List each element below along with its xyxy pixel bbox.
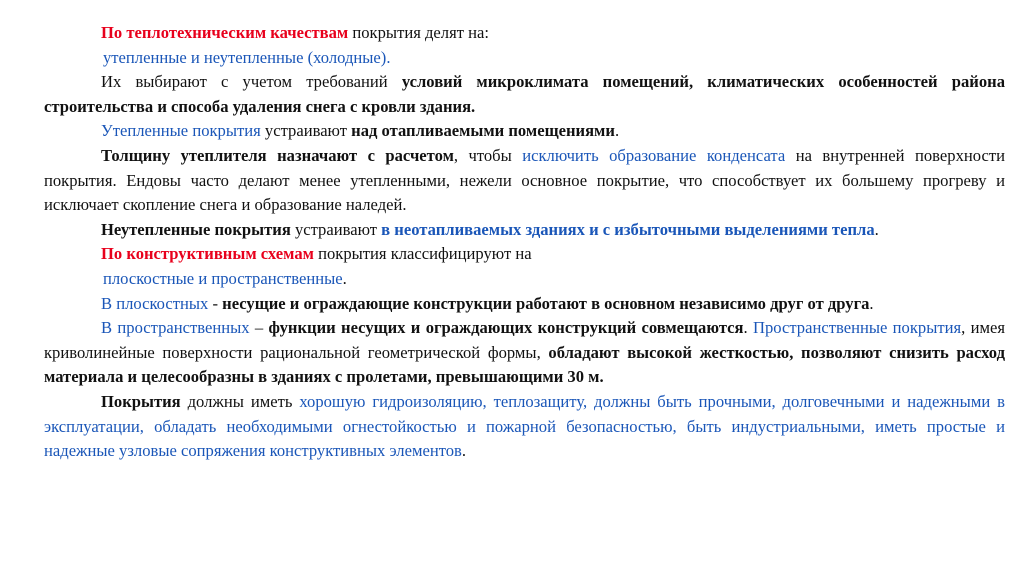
paragraph (44, 46, 1005, 71)
text-run: По теплотехническим качествам (101, 23, 349, 42)
paragraph (44, 119, 1005, 144)
paragraph (44, 267, 1005, 292)
text-run: По конструктивным схемам (101, 244, 314, 264)
paragraph (44, 292, 1005, 317)
text-run: . (874, 219, 879, 239)
text-run: Их выбирают с учетом требований (101, 72, 402, 92)
text-run: покрытия делят на: (348, 23, 489, 42)
text-run: в неотапливаемых зданиях и с избыточными выделениями тепла (381, 219, 875, 239)
text-run: покрытия классифицируют на (313, 244, 532, 264)
text-run: исключить образование конденсата (522, 145, 786, 165)
text-run: утепленные и неутепленные (холодные). (103, 47, 391, 67)
paragraph (44, 390, 1005, 464)
text-run: обладают высокой жесткостью, позволяют снизить расход материала и целесообразны в зданиях с пролетами, превышающими 30 м. (44, 342, 1005, 387)
text-run: – (249, 318, 269, 338)
text-run: Неутепленные покрытия (101, 219, 291, 239)
text-run: В плоскостных (101, 293, 209, 313)
text-run: . (743, 318, 753, 338)
paragraph (44, 70, 1005, 119)
text-run: , чтобы (453, 145, 523, 165)
text-run: . (869, 293, 874, 313)
text-run: В пространственных (101, 318, 250, 338)
text-run: , имея криволинейные поверхности рациональной геометрической формы, (44, 318, 1005, 362)
text-run: плоскостные и пространственные (103, 268, 343, 288)
text-run: хорошую гидроизоляцию, теплозащиту, должны быть прочными, долговечными и надежными в эксплуатации, обладать необходимыми огнестойкостью и пожарной безопасностью, быть индустриальными, иметь простые и надежные узловые сопряжения конструктивных элементов (44, 391, 1005, 461)
text-run: функции несущих и ограждающих конструкций совмещаются (268, 318, 744, 338)
paragraph (44, 218, 1005, 243)
text-run: должны иметь (180, 391, 300, 411)
text-run: . (461, 441, 467, 461)
text-run: условий микроклимата помещений, климатических особенностей района строительства и способа удаления снега с кровли здания. (44, 72, 1005, 116)
text-run: Покрытия (101, 391, 181, 411)
text-run: . (614, 121, 620, 141)
slide-text-body (44, 21, 1005, 464)
text-run: несущие и ограждающие конструкции работают в основном независимо друг от друга (222, 293, 870, 313)
paragraph (44, 242, 1005, 267)
text-run: Пространственные покрытия (753, 318, 962, 338)
text-run: - (208, 293, 223, 313)
text-run: Утепленные покрытия (101, 121, 261, 141)
text-run: над отапливаемыми помещениями (351, 121, 615, 141)
text-run: устраивают (290, 219, 382, 239)
text-run: . (342, 268, 347, 288)
paragraph (44, 21, 1005, 46)
text-run: Толщину утеплителя назначают с расчетом (101, 145, 454, 165)
text-run: устраивают (260, 121, 352, 141)
text-run: на внутренней поверхности покрытия. Ендовы часто делают менее утепленными, нежели основное покрытие, что способствует их большему прогреву и исключает скопление снега и образование наледей. (44, 145, 1005, 215)
paragraph (44, 144, 1005, 218)
paragraph (44, 316, 1005, 390)
